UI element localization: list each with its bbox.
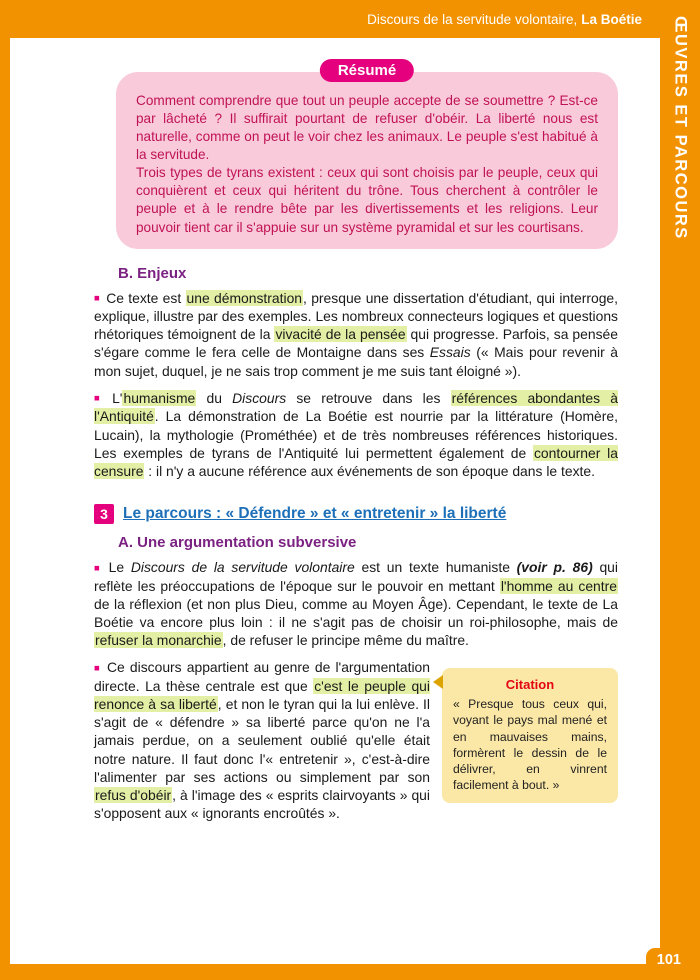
page-content [10,38,660,964]
section-3-number: 3 [94,504,114,524]
header-bar [0,0,700,38]
citation-text: « Presque tous ceux qui, voyant le pays mal mené et en mauvaises mains, formèrent le dessin de le délivrer, en vinrent facilement à bout. » [453,697,607,792]
citation-box [442,668,618,803]
paragraph-b2 [94,389,618,480]
paragraph-a1 [94,558,618,649]
header-title-work: Discours de la servitude volontaire, [367,11,578,27]
bullet-icon [94,390,112,406]
section-3-title: Le parcours : « Défendre » et « entretenir » la liberté [123,505,507,523]
section-3-heading [94,504,618,524]
resume-box [116,62,618,249]
subsection-a-heading: A. Une argumentation subversive [118,534,357,552]
paragraph-b1-text: Ce texte est une démonstration, presque une dissertation d'étudiant, qui interroge, explique, illustre par des exemples. Les nombreux connecteurs logiques et questions rhétoriques témoignent de la vivacité de la pensée qui progresse. Parfois, sa pensée s'égare comme le fera celle de Montaigne dans ses Essais (« Mais pour revenir à mon sujet, duquel, je ne sais trop comment je me suis tant éloigné »). [94,289,619,379]
bullet-icon [94,659,107,675]
fold-icon [433,675,443,689]
header-title [367,12,642,27]
paragraph-b2-text: L'humanisme du Discours se retrouve dans les références abondantes à l'Antiquité. La démonstration de La Boétie est nourrie par la littérature (Homère, Lucain), la mythologie (Prométhée) et de très nombreuses références historiques. Les exemples de tyrans de l'Antiquité lui permettent également de contourner la censure : il n'y a aucune référence aux événements de son époque dans le texte. [94,389,618,479]
header-title-author: La Boétie [581,11,642,27]
paragraph-a2-text: Ce discours appartient au genre de l'argumentation directe. La thèse centrale est que c'est le peuple qui renonce à sa liberté, et non le tyran qui la lui enlève. Il s'agit de « défendre » sa liberté parce qu'on ne l'a jamais perdue, on a seulement oublié qu'elle était notre nature. Il faut donc l'« entretenir », c'est-à-dire l'alimenter par ses actions ou simplement par son refus d'obéir, à l'image des « esprits clairvoyants » qui s'opposent aux « ignorants encroûtés ». [94,659,430,822]
page-number-badge: 101 [646,948,692,972]
bullet-icon [94,290,106,306]
section-b-heading: B. Enjeux [118,264,187,282]
side-tab-label: ŒUVRES ET PARCOURS [671,16,690,240]
side-tab [660,0,700,980]
resume-paragraph-2: Trois types de tyrans existent : ceux qui sont choisis par le peuple, ceux qui conquièrent et ceux qui héritent du trône. Tous cherchent à contrôler le peuple et à le rendre bête par les divertissements et les religions. Leur pouvoir tient car il s'appuie sur un système pyramidal et sur les courtisans. [136,165,598,235]
paragraph-b1 [94,289,618,380]
bullet-icon [94,559,109,575]
paragraph-a1-text: Le Discours de la servitude volontaire est un texte humaniste (voir p. 86) qui reflète les préoccupations de l'époque sur le pouvoir en mettant l'homme au centre de la réflexion (et non plus Dieu, comme au Moyen Âge). Cependant, le texte de La Boétie va encore plus loin : il ne s'agit pas de choisir un roi-philosophe, mais de refuser la monarchie, de refuser le principe même du maître. [94,559,618,649]
resume-paragraph-1: Comment comprendre que tout un peuple accepte de se soumettre ? Est-ce par lâcheté ? Il suffirait pourtant de refuser d'obéir. La liberté nous est naturelle, comme on peut le voir chez les animaux. Le peuple s'est habitué à la servitude. [136,93,598,163]
paragraph-a2-block [94,658,618,822]
citation-label: Citation [505,677,555,693]
resume-label: Résumé [320,59,414,82]
